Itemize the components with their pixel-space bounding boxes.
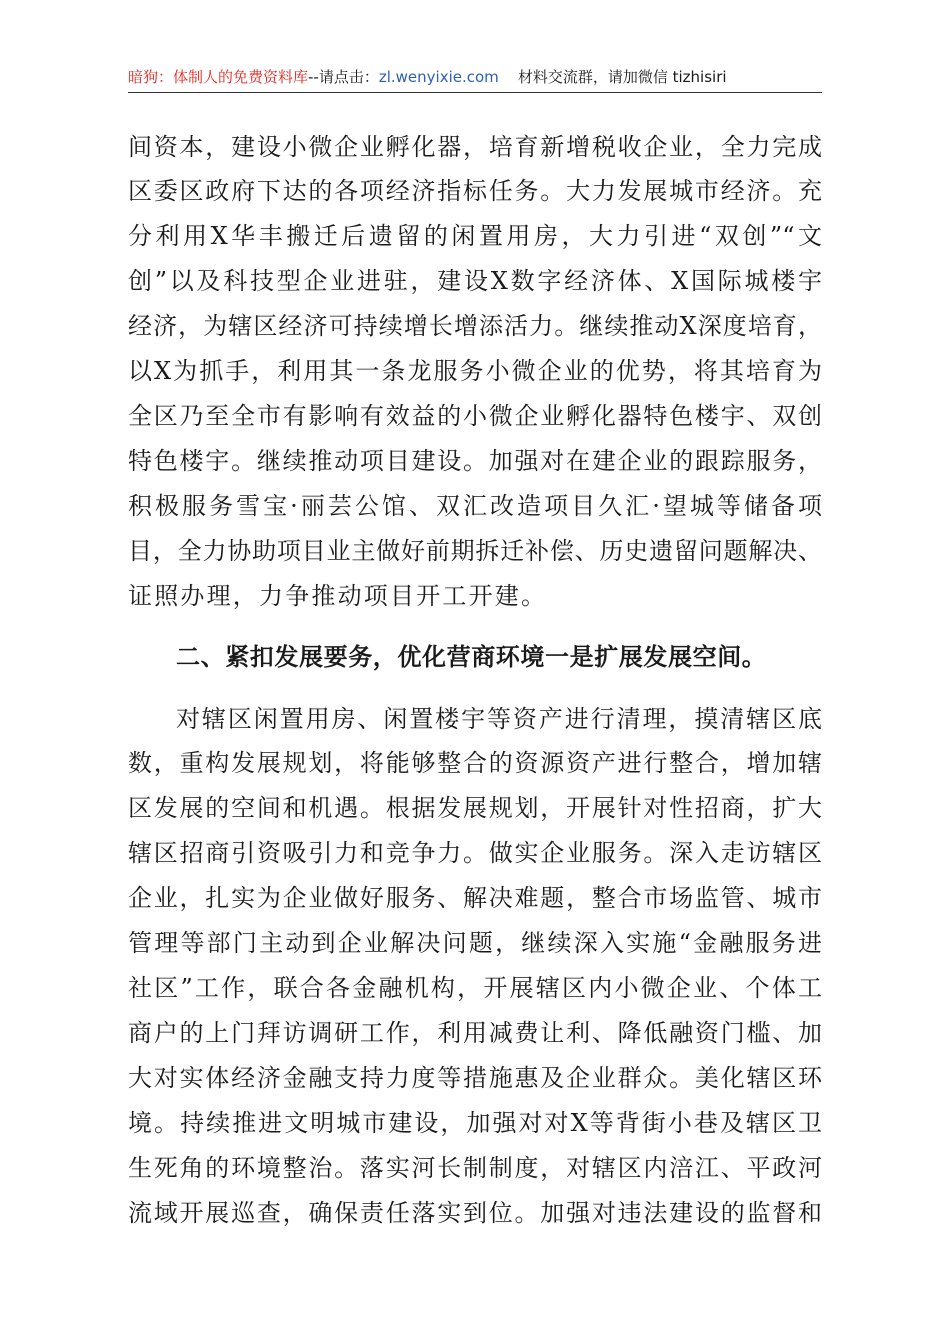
paragraph-line: 企业，扎实为企业做好服务、解决难题，整合市场监管、城市 xyxy=(128,884,822,912)
paragraph-line: 辖区招商引资吸引力和竞争力。做实企业服务。深入走访辖区 xyxy=(128,839,822,867)
header-link[interactable]: zl.wenyixie.com xyxy=(378,68,499,86)
header-site-name: 暗狗：体制人的免费资料库 xyxy=(128,68,309,86)
paragraph-line-first: 对辖区闲置用房、闲置楼宇等资产进行清理，摸清辖区底 xyxy=(176,705,822,733)
paragraph-line: 数，重构发展规划，将能够整合的资源资产进行整合，增加辖 xyxy=(128,749,822,777)
paragraph-line-last: 证照办理，力争推动项目开工开建。 xyxy=(128,582,548,610)
paragraph-line: 目，全力协助项目业主做好前期拆迁补偿、历史遗留问题解决、 xyxy=(128,537,822,565)
header-click-prompt: --请点击： xyxy=(308,68,379,86)
header-divider xyxy=(128,92,822,93)
paragraph-line: 流域开展巡查，确保责任落实到位。加强对违法建设的监督和 xyxy=(128,1199,822,1227)
paragraph-line: 特色楼宇。继续推动项目建设。加强对在建企业的跟踪服务， xyxy=(128,447,822,475)
paragraph-line: 大对实体经济金融支持力度等措施惠及企业群众。美化辖区环 xyxy=(128,1064,822,1092)
paragraph-line: 区发展的空间和机遇。根据发展规划，开展针对性招商，扩大 xyxy=(128,794,822,822)
paragraph-line: 分利用X华丰搬迁后遗留的闲置用房，大力引进“双创”“文 xyxy=(128,222,822,250)
paragraph-line: 创”以及科技型企业进驻，建设X数字经济体、X国际城楼宇 xyxy=(128,267,822,295)
header-spacer xyxy=(499,68,518,86)
paragraph-line: 管理等部门主动到企业解决问题，继续深入实施“金融服务进 xyxy=(128,929,822,957)
page-header xyxy=(128,66,822,88)
paragraph-line: 经济，为辖区经济可持续增长增添活力。继续推动X深度培育， xyxy=(128,312,822,340)
header-wechat-note: 材料交流群，请加微信 tizhisiri xyxy=(517,68,727,86)
paragraph-line: 区委区政府下达的各项经济指标任务。大力发展城市经济。充 xyxy=(128,177,822,205)
paragraph-line: 境。持续推进文明城市建设，加强对对X等背街小巷及辖区卫 xyxy=(128,1109,822,1137)
paragraph-line: 商户的上门拜访调研工作，利用减费让利、降低融资门槛、加 xyxy=(128,1019,822,1047)
paragraph-line: 以X为抓手，利用其一条龙服务小微企业的优势，将其培育为 xyxy=(128,357,822,385)
paragraph-line: 间资本，建设小微企业孵化器，培育新增税收企业，全力完成 xyxy=(128,133,822,161)
paragraph-line: 社区”工作，联合各金融机构，开展辖区内小微企业、个体工 xyxy=(128,974,822,1002)
paragraph-line: 全区乃至全市有影响有效益的小微企业孵化器特色楼宇、双创 xyxy=(128,402,822,430)
section-heading: 二、紧扣发展要务，优化营商环境一是扩展发展空间。 xyxy=(176,643,767,671)
paragraph-line: 生死角的环境整治。落实河长制制度，对辖区内涪江、平政河 xyxy=(128,1154,822,1182)
paragraph-line: 积极服务雪宝·丽芸公馆、双汇改造项目久汇·望城等储备项 xyxy=(128,492,822,520)
